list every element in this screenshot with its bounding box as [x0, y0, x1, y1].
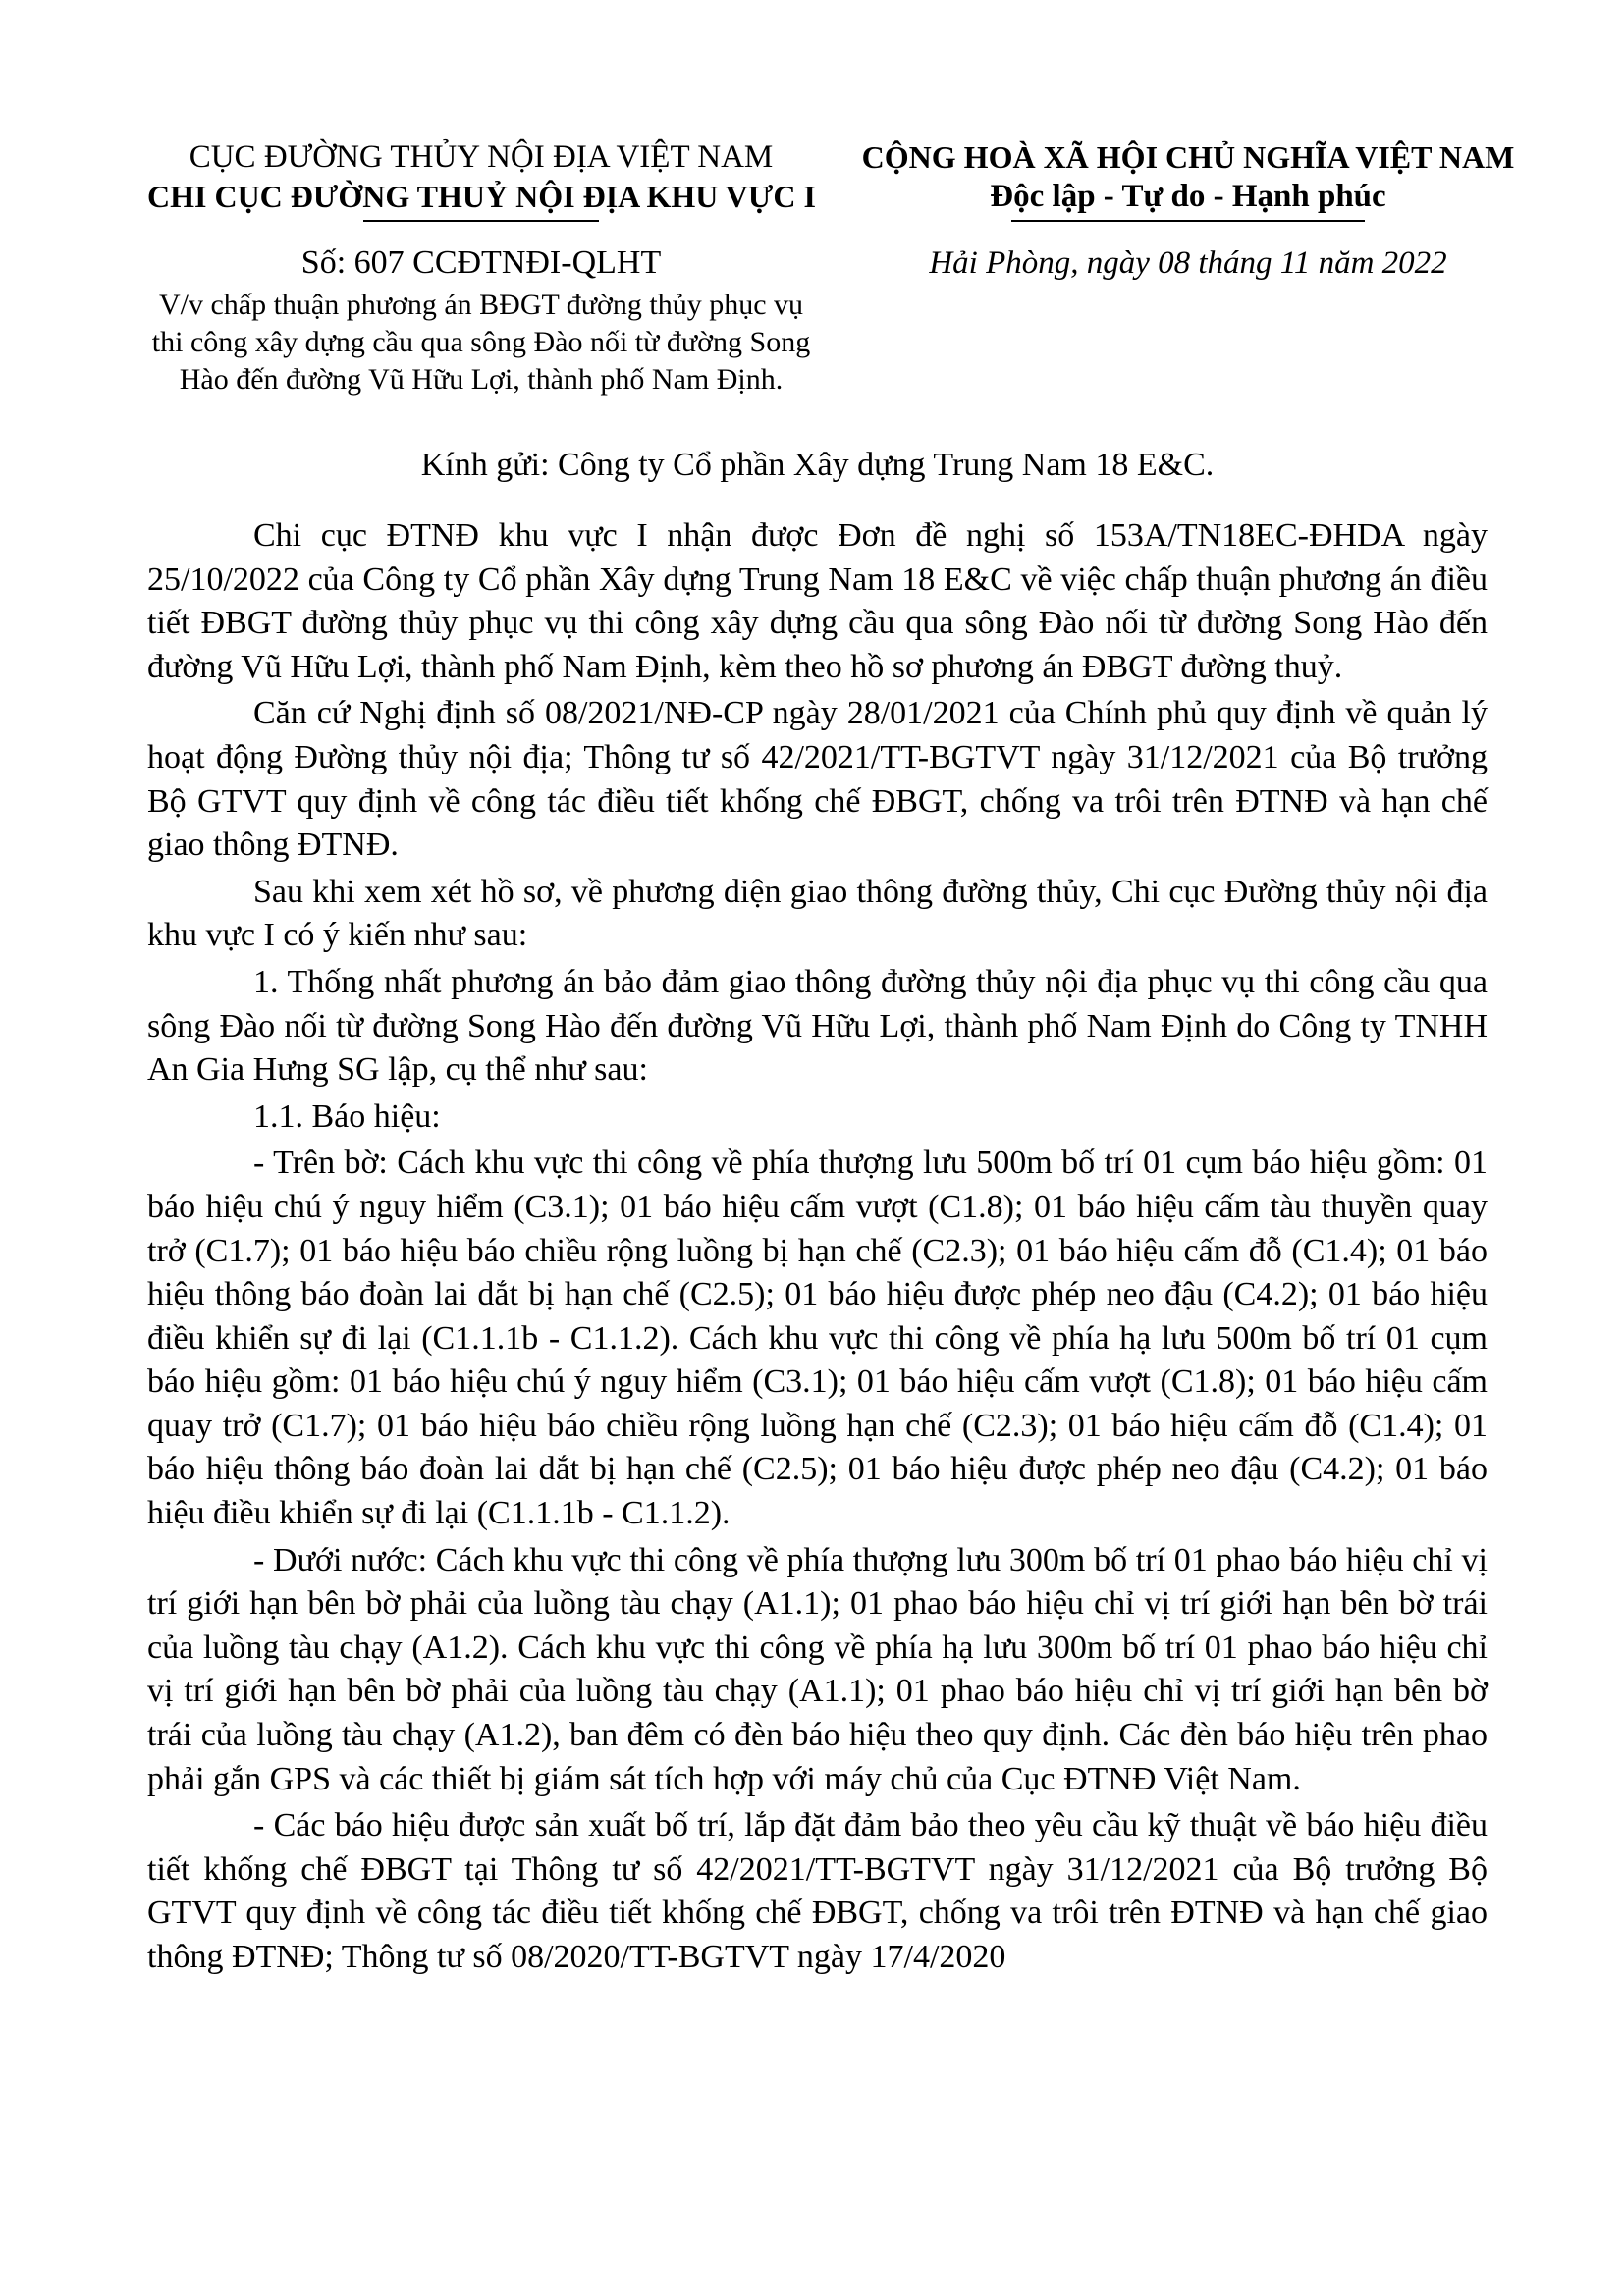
national-motto: Độc lập - Tự do - Hạnh phúc — [990, 179, 1386, 214]
body-paragraph: Chi cục ĐTNĐ khu vực I nhận được Đơn đề nghị số 153A/TN18EC-ĐHDA ngày 25/10/2022 của Công ty Cổ phần Xây dựng Trung Nam 18 E&C về việc chấp thuận phương án điều tiết ĐBGT đường thủy phục vụ thi công xây dựng cầu qua sông Đào nối từ đường Song Hào đến đường Vũ Hữu Lợi, thành phố Nam Định, kèm theo hồ sơ phương án ĐBGT đường thuỷ. — [147, 517, 1488, 685]
issuer-block — [147, 137, 815, 399]
sub-agency-name: CHI CỤC ĐƯỜNG THUỶ NỘI ĐỊA KHU VỰC I — [147, 179, 816, 214]
document-subject: V/v chấp thuận phương án BĐGT đường thủy phục vụ thi công xây dựng cầu qua sông Đào nối từ đường Song Hào đến đường Vũ Hữu Lợi, thành phố Nam Định. — [151, 289, 811, 396]
body-paragraph: 1. Thống nhất phương án bảo đảm giao thông đường thủy nội địa phục vụ thi công cầu qua sông Đào nối từ đường Song Hào đến đường Vũ Hữu Lợi, thành phố Nam Định do Công ty TNHH An Gia Hưng SG lập, cụ thể như sau: — [147, 963, 1488, 1089]
body-paragraph: Sau khi xem xét hồ sơ, về phương diện giao thông đường thủy, Chi cục Đường thủy nội địa khu vực I có ý kiến như sau: — [147, 873, 1488, 954]
letter-body — [147, 514, 1488, 1983]
body-paragraph: Căn cứ Nghị định số 08/2021/NĐ-CP ngày 28/01/2021 của Chính phủ quy định về quản lý hoạt động Đường thủy nội địa; Thông tư số 42/2021/TT-BGTVT ngày 31/12/2021 của Bộ trưởng Bộ GTVT quy định về công tác điều tiết khống chế ĐBGT, chống va trôi trên ĐTNĐ và hạn chế giao thông ĐTNĐ. — [147, 695, 1488, 864]
body-paragraph: - Dưới nước: Cách khu vực thi công về phía thượng lưu 300m bố trí 01 phao báo hiệu chỉ vị trí giới hạn bên bờ phải của luồng tàu chạy (A1.1); 01 phao báo hiệu chỉ vị trí giới hạn bên bờ trái của luồng tàu chạy (A1.2). Cách khu vực thi công về phía hạ lưu 300m bố trí 01 phao báo hiệu chỉ vị trí giới hạn bên bờ phải của luồng tàu chạy (A1.1); 01 phao báo hiệu chỉ vị trí giới hạn bên bờ trái của luồng tàu chạy (A1.2), ban đêm có đèn báo hiệu theo quy định. Các đèn báo hiệu trên phao phải gắn GPS và các thiết bị giám sát tích hợp với máy chủ của Cục ĐTNĐ Việt Nam. — [147, 1541, 1488, 1797]
place-date-line: Hải Phòng, ngày 08 tháng 11 năm 2022 — [929, 245, 1447, 281]
recipient-line: Kính gửi: Công ty Cổ phần Xây dựng Trung Nam 18 E&C. — [420, 447, 1215, 483]
document-number: Số: 607 CCĐTNĐI-QLHT — [300, 244, 662, 281]
motto-underline — [1011, 220, 1365, 222]
body-paragraph: - Các báo hiệu được sản xuất bố trí, lắp đặt đảm bảo theo yêu cầu kỹ thuật về báo hiệu điều tiết khống chế ĐBGT tại Thông tư số 42/2021/TT-BGTVT ngày 31/12/2021 của Bộ trưởng Bộ GTVT quy định về công tác điều tiết khống chế ĐBGT, chống va trôi trên ĐTNĐ và hạn chế giao thông ĐTNĐ; Thông tư số 08/2020/TT-BGTVT ngày 17/4/2020 — [147, 1807, 1488, 1975]
national-heading-block — [835, 137, 1542, 285]
agency-name: CỤC ĐƯỜNG THỦY NỘI ĐỊA VIỆT NAM — [189, 139, 774, 175]
body-paragraph: - Trên bờ: Cách khu vực thi công về phía thượng lưu 500m bố trí 01 cụm báo hiệu gồm: 01 báo hiệu chú ý nguy hiểm (C3.1); 01 báo hiệu cấm vượt (C1.8); 01 báo hiệu cấm tàu thuyền quay trở (C1.7); 01 báo hiệu báo chiều rộng luồng bị hạn chế (C2.3); 01 báo hiệu cấm đỗ (C1.4); 01 báo hiệu thông báo đoàn lai dắt bị hạn chế (C2.5); 01 báo hiệu được phép neo đậu (C4.2); 01 báo hiệu điều khiển sự đi lại (C1.1.1b - C1.1.2). Cách khu vực thi công về phía hạ lưu 500m bố trí 01 cụm báo hiệu gồm: 01 báo hiệu chú ý nguy hiểm (C3.1); 01 báo hiệu cấm vượt (C1.8); 01 báo hiệu cấm quay trở (C1.7); 01 báo hiệu báo chiều rộng luồng hạn chế (C2.3); 01 báo hiệu cấm đỗ (C1.4); 01 báo hiệu thông báo đoàn lai dắt bị hạn chế (C2.5); 01 báo hiệu được phép neo đậu (C4.2); 01 báo hiệu điều khiển sự đi lại (C1.1.1b - C1.1.2). — [147, 1145, 1488, 1532]
issuer-underline — [363, 220, 599, 222]
republic-name: CỘNG HOÀ XÃ HỘI CHỦ NGHĨA VIỆT NAM — [861, 139, 1515, 175]
section-heading: 1.1. Báo hiệu: — [253, 1097, 441, 1135]
